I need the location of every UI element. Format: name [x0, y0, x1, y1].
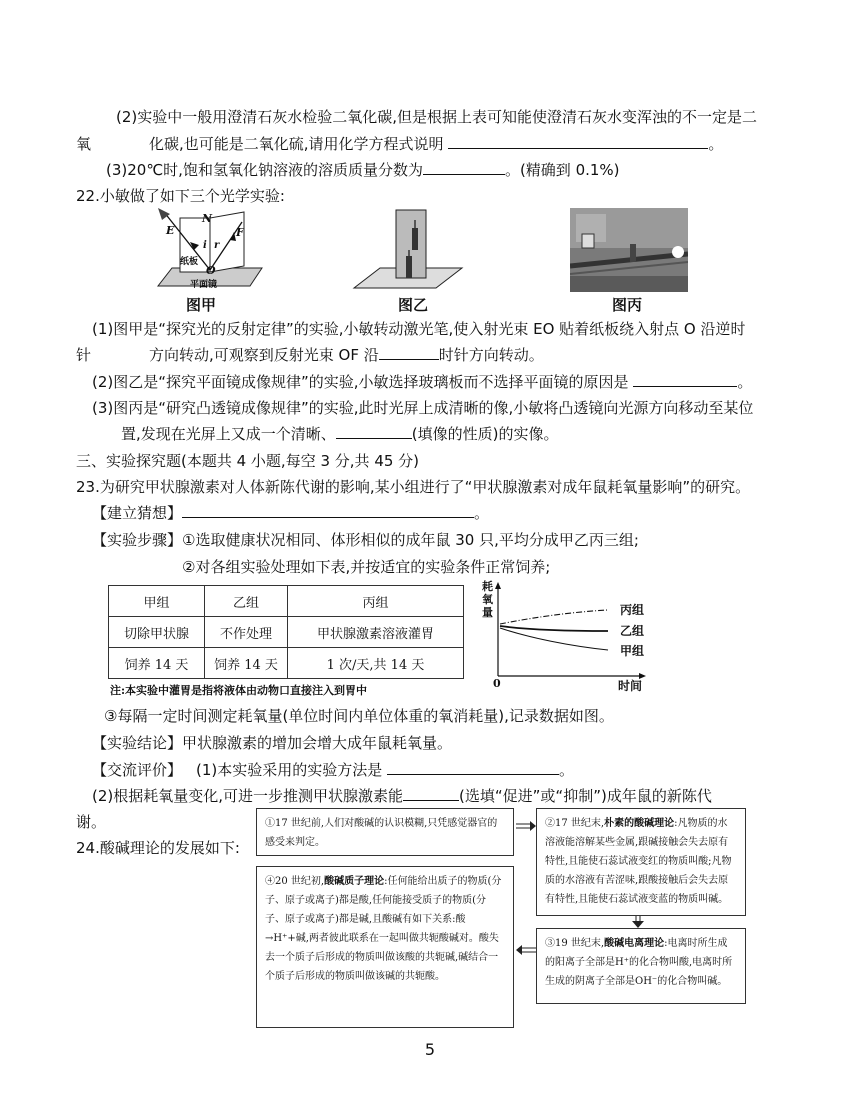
figure-jia-label-f: F [236, 226, 244, 239]
q21-part2-line2-text: 化碳,也可能是二氧化硫,请用化学方程式说明 [149, 135, 444, 153]
q24-box-1 [256, 808, 514, 856]
figure-jia-label-paper: 纸板 [180, 257, 199, 267]
q23-evaluation-2 [92, 786, 712, 806]
q23-step2: ②对各组实验处理如下表,并按适宜的实验条件正常饲养; [182, 558, 551, 576]
q23-eval1-end: 。 [559, 761, 575, 779]
figure-jia-caption: 图甲 [186, 296, 217, 314]
table-cell: 不作处理 [205, 617, 288, 648]
figure-yi-caption: 图乙 [398, 296, 429, 314]
q23-step3: ③每隔一定时间测定耗氧量(单位时间内单位体重的氧消耗量),记录数据如图。 [104, 707, 614, 725]
q22-image-property-blank[interactable] [336, 424, 412, 439]
q24-flow-arrows [510, 808, 650, 1008]
q23-graph-origin: 0 [493, 677, 501, 690]
q21-part3-end: 。(精确到 0.1%) [504, 161, 620, 179]
table-row [109, 586, 464, 617]
q22-part1-line2-end: 时针方向转动。 [438, 346, 544, 364]
q24-box-4-text: :任何能给出质子的物质(分子、原子或离子)都是酸,任何能接受质子的物质(分子、原子或离子)都是碱,且酸碱有如下关系:酸→H⁺+碱,两者彼此联系在一起叫做共轭酸碱对。酸失去一个质子后形成的物质叫做该酸的共轭碱,碱结合一个质子后形成的物质叫做该碱的共轭酸。 [265, 876, 502, 982]
q24-box-2-prefix: ②17 世纪末, [545, 818, 605, 829]
page-number: 5 [424, 1040, 436, 1059]
q24-box-4-prefix: ④20 世纪初, [265, 876, 325, 887]
q23-hypothesis [92, 503, 489, 523]
q21-equation-blank[interactable] [448, 134, 708, 149]
q22-stem: 22.小敏做了如下三个光学实验: [76, 187, 285, 205]
q22-part1-line2-start: 针 [76, 346, 92, 364]
q23-graph-series-yi: 乙组 [620, 624, 645, 638]
table-row [109, 648, 464, 679]
q23-step1 [92, 530, 639, 550]
q22-part1-line1: (1)图甲是“探究光的反射定律”的实验,小敏转动激光笔,使入射光束 EO 贴着纸板绕入射点 O 沿逆时 [92, 320, 746, 338]
figure-jia-label-r: r [214, 240, 220, 251]
q22-part3-line2-text: 置,发现在光屏上又成一个清晰、 [121, 425, 336, 443]
table-cell: 1 次/天,共 14 天 [288, 648, 464, 679]
table-cell: 切除甲状腺 [109, 617, 205, 648]
figure-yi-plane-mirror [350, 206, 465, 296]
q24-box-3-text: :电离时所生成的阳离子全部是H⁺的化合物叫酸,电离时所生成的阴离子全部是OH⁻的化合物叫碱。 [545, 938, 733, 987]
table-cell: 饲养 14 天 [109, 648, 205, 679]
q23-step1-text: ①选取健康状况相同、体形相似的成年鼠 30 只,平均分成甲乙丙三组; [182, 531, 639, 549]
q23-eval2-text: (2)根据耗氧量变化,可进一步推测甲状腺激素能 [92, 787, 404, 805]
q23-hypothesis-end: 。 [474, 504, 490, 522]
table-cell: 乙组 [205, 586, 288, 617]
table-cell: 饲养 14 天 [205, 648, 288, 679]
q23-evaluation-1 [92, 760, 574, 780]
figure-jia-label-i: i [203, 240, 207, 251]
q23-hypothesis-label: 【建立猜想】 [92, 504, 183, 522]
q23-promote-inhibit-blank[interactable] [403, 786, 459, 801]
figure-jia-label-n: N [202, 212, 213, 225]
q24-box-2-text: :凡物质的水溶液能溶解某些金属,跟碱接触会失去原有特性,且能使石蕊试液变红的物质叫酸;凡物质的水溶液有苦涩味,跟酸接触后会失去原有特性,且能使石蕊试液变蓝的物质叫碱。 [545, 818, 732, 905]
q21-part2-line1: (2)实验中一般用澄清石灰水检验二氧化碳,但是根据上表可知能使澄清石灰水变浑浊的不一定是二 [116, 108, 758, 126]
table-cell: 甲状腺激素溶液灌胃 [288, 617, 464, 648]
table-cell: 甲组 [109, 586, 205, 617]
q21-mass-fraction-blank[interactable] [423, 160, 505, 175]
figure-jia-label-e: E [166, 224, 175, 237]
q22-part2-end: 。 [737, 373, 753, 391]
q21-part3-text: (3)20℃时,饱和氢氧化钠溶液的溶质质量分数为 [106, 161, 423, 179]
q23-evaluation-2-end: 谢。 [76, 813, 107, 831]
q22-glass-reason-blank[interactable] [633, 372, 737, 387]
figure-bing-convex-lens [570, 208, 688, 292]
q23-steps-label: 【实验步骤】 [92, 531, 183, 549]
q22-part3-line1: (3)图丙是“研究凸透镜成像规律”的实验,此时光屏上成清晰的像,小敏将凸透镜向光源方向移动至某位 [92, 399, 754, 417]
table-cell: 丙组 [288, 586, 464, 617]
q22-part1-line2-text: 方向转动,可观察到反射光束 OF 沿 [149, 346, 379, 364]
q23-graph-ylabel: 耗氧量 [482, 580, 493, 619]
q22-part3-line2 [121, 424, 559, 444]
q22-part3-line2-end: (填像的性质)的实像。 [411, 425, 559, 443]
q24-box-3-theory: 酸碱电离理论 [604, 938, 665, 949]
q23-eval2-rest: (选填“促进”或“抑制”)成年鼠的新陈代 [459, 787, 712, 805]
q24-box-4-theory: 酸碱质子理论 [324, 876, 385, 887]
figure-bing-caption: 图丙 [612, 296, 643, 314]
q22-part2 [92, 372, 752, 392]
q22-rotation-direction-blank[interactable] [379, 345, 439, 360]
q21-part2-line2-start: 氧 [76, 135, 92, 153]
q23-treatment-table [108, 585, 464, 679]
q24-stem: 24.酸碱理论的发展如下: [76, 839, 240, 857]
section-3-heading: 三、实验探究题(本题共 4 小题,每空 3 分,共 45 分) [76, 452, 420, 470]
q23-graph-series-bing: 丙组 [620, 603, 645, 617]
q21-part3 [106, 160, 620, 180]
q23-graph-xlabel: 时间 [618, 679, 643, 693]
q24-box-4 [256, 866, 514, 1028]
q23-eval1-text: (1)本实验采用的实验方法是 [196, 761, 383, 779]
q24-box-1-text: ①17 世纪前,人们对酸碱的认识模糊,只凭感觉器官的感受来判定。 [265, 818, 498, 848]
figure-jia-label-o: O [206, 264, 216, 277]
q23-method-blank[interactable] [387, 760, 559, 775]
q23-table-note: 注:本实验中灌胃是指将液体由动物口直接注入到胃中 [110, 684, 368, 697]
q22-part2-text: (2)图乙是“探究平面镜成像规律”的实验,小敏选择玻璃板而不选择平面镜的原因是 [92, 373, 629, 391]
q21-part2-line2 [76, 134, 723, 154]
q23-stem: 23.为研究甲状腺激素对人体新陈代谢的影响,某小组进行了“甲状腺激素对成年鼠耗氧量影响”的研究。 [76, 478, 751, 496]
q23-hypothesis-blank[interactable] [182, 503, 474, 518]
q23-eval-label: 【交流评价】 [92, 761, 183, 779]
q23-graph-series-jia: 甲组 [620, 644, 645, 658]
q22-part1-line2 [76, 345, 544, 365]
q24-box-3-prefix: ③19 世纪末, [545, 938, 605, 949]
q21-part2-line2-end: 。 [708, 135, 724, 153]
table-row [109, 617, 464, 648]
q23-conclusion: 【实验结论】甲状腺激素的增加会增大成年鼠耗氧量。 [92, 734, 453, 752]
q24-box-2-theory: 朴素的酸碱理论 [604, 818, 675, 829]
figure-jia-label-mirror: 平面镜 [190, 280, 218, 290]
